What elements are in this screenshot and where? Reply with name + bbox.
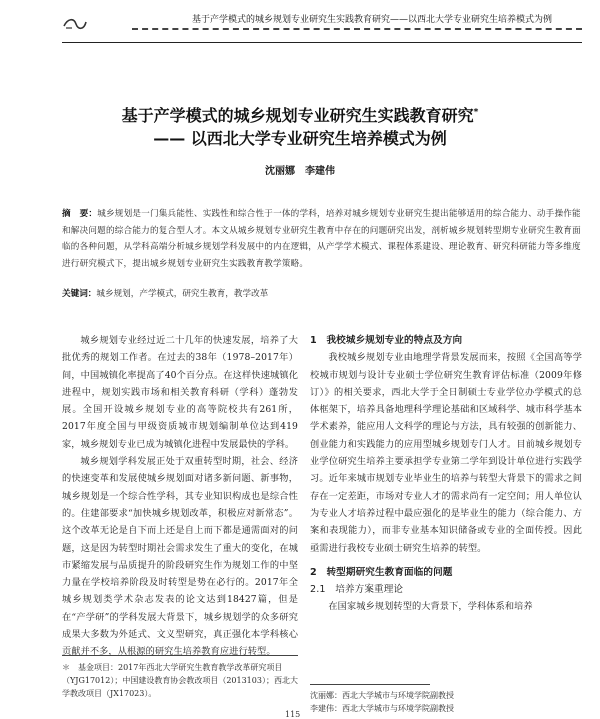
footnote-divider bbox=[62, 655, 298, 656]
funding-footnote: ＊ 基金项目：2017年西北大学研究生教育教学改革研究项目（YJG17012）；中国建设教育协会教改项目（2013103）；西北大学教改项目（JX17023）。 bbox=[62, 663, 298, 698]
subsection-title: 培养方案重理论 bbox=[335, 584, 404, 596]
title-footnote-marker: * bbox=[473, 107, 479, 118]
section-heading-2 bbox=[310, 564, 582, 581]
author-note: 李建伟：西北大学城市与环境学院副教授 bbox=[310, 704, 454, 713]
author-names: 沈丽娜 李建伟 bbox=[265, 166, 335, 177]
running-header bbox=[62, 8, 582, 43]
section-title: 我校城乡规划专业的特点及方向 bbox=[326, 335, 463, 346]
article-title bbox=[50, 103, 550, 126]
body-paragraph: 城乡规划学科发展正处于双重转型时期，社会、经济的快速变革和发展使城乡规划面对诸多新问题、新事物，城乡规划是一个综合性学科，其专业知识构成也是综合性的。住建部要求“加快城乡规划改革，积极应对新常态”。这个改革无论是自下而上还是自上而下都是通需面对的问题，这是因为转型时期社会需求发生了重大的变化，在城市紧缩发展与品质提升的阶段研究生作为规划工作的中坚力量在学校培养阶段及时转型是势在必行的。2017年全城乡规划类学术杂志发表的论文达到18427篇，但是在“产学研”的学科发展大背景下，城乡规划学的众多研究成果大多数为外延式、文义型研究，真正强化本学科核心贡献并不多，从根源的研究生培养教育应进行转型。 bbox=[62, 456, 298, 658]
page-number: 115 bbox=[285, 710, 301, 719]
left-column bbox=[62, 332, 298, 661]
author-note: 沈丽娜：西北大学城市与环境学院副教授 bbox=[310, 691, 454, 700]
body-paragraph: 我校城乡规划专业由地理学背景发展而来，按照《全国高等学校城市规划与设计专业硕士学位研究生教育评估标准（2009年修订）》的相关要求，西北大学于全日制硕士专业学位办学模式的总体框架下，培养具备地理科学理论基础和区域科学、城市科学基本学术素养，能应用人文科学的理论与方法，具有较强的创新能力、创业能力和实践能力的应用型城乡规划专门人才。目前城乡规划专业学位研究生培养主要承担学专业第二学年到设计单位进行实践学习。近年来城市规划专业毕业生的培养与转型大背景下的需求之间存在一定差距，市场对专业人才的需求尚有一定空间；用人单位认为专业人才培养过程中最应强化的是毕业生的能力（综合能力、方案和表现能力），而非专业基本知识储备或专业的全面传授。因此亟需进行我校专业硕士研究生培养的转型。 bbox=[310, 352, 582, 554]
body-paragraph: 在国家城乡规划转型的大背景下，学科体系和培养 bbox=[328, 601, 533, 613]
author-notes-divider bbox=[310, 684, 430, 685]
body-paragraph: 城乡规划专业经过近二十几年的快速发展，培养了大批优秀的规划工作者。在过去的38年（1978–2017年）间，中国城镇化率提高了40个百分点。在这样快速城镇化进程中，规划实践市场和相关教育科研（学科）蓬勃发展。全国开设城乡规划专业的高等院校共有261所，2017年度全国与甲级资质城市规划编制单位达到419家，城乡规划专业已成为城镇化进程中发展最快的学科。 bbox=[62, 335, 298, 450]
section-number: 2 bbox=[310, 566, 317, 578]
section-title: 转型期研究生教育面临的问题 bbox=[326, 566, 453, 578]
section-number: 1 bbox=[310, 335, 317, 346]
journal-logo-icon bbox=[62, 16, 88, 32]
keywords bbox=[62, 287, 582, 301]
article-title-line1: 基于产学模式的城乡规划专业研究生实践教育研究 bbox=[121, 106, 474, 125]
article-subtitle: —— 以西北大学专业研究生培养模式为例 bbox=[153, 129, 447, 148]
keywords-text: 城乡规划，产学模式，研究生教育，教学改革 bbox=[96, 289, 269, 299]
author-notes bbox=[310, 689, 582, 715]
header-divider bbox=[132, 28, 582, 33]
section-heading-1 bbox=[310, 332, 582, 349]
abstract bbox=[62, 206, 582, 272]
subsection-heading-2-1 bbox=[310, 581, 582, 598]
abstract-label: 摘 要： bbox=[62, 209, 98, 219]
keywords-label: 关键词： bbox=[62, 289, 97, 299]
running-title: 基于产学模式的城乡规划专业研究生实践教育研究——以西北大学专业研究生培养模式为例 bbox=[192, 15, 553, 25]
subsection-number: 2.1 bbox=[310, 584, 326, 596]
right-column bbox=[310, 332, 582, 616]
abstract-text: 城乡规划是一门集兵能性、实践性和综合性于一体的学科，培养对城乡规划专业研究生提出能够适用的综合能力、动手操作能和解决问题的综合能力的复合型人才。本文从城乡规划专业研究生教育中存在的问题研究出发，剖析城乡规划转型期专业研究生教育面临的各种问题，从学科高端分析城乡规划学科发展中的内在逻辑，从产学学术模式、课程体系建设、理论教育、研究科研能力等多维度进行研究模式下，提出城乡规划专业研究生实践教育教学策略。 bbox=[62, 209, 581, 269]
